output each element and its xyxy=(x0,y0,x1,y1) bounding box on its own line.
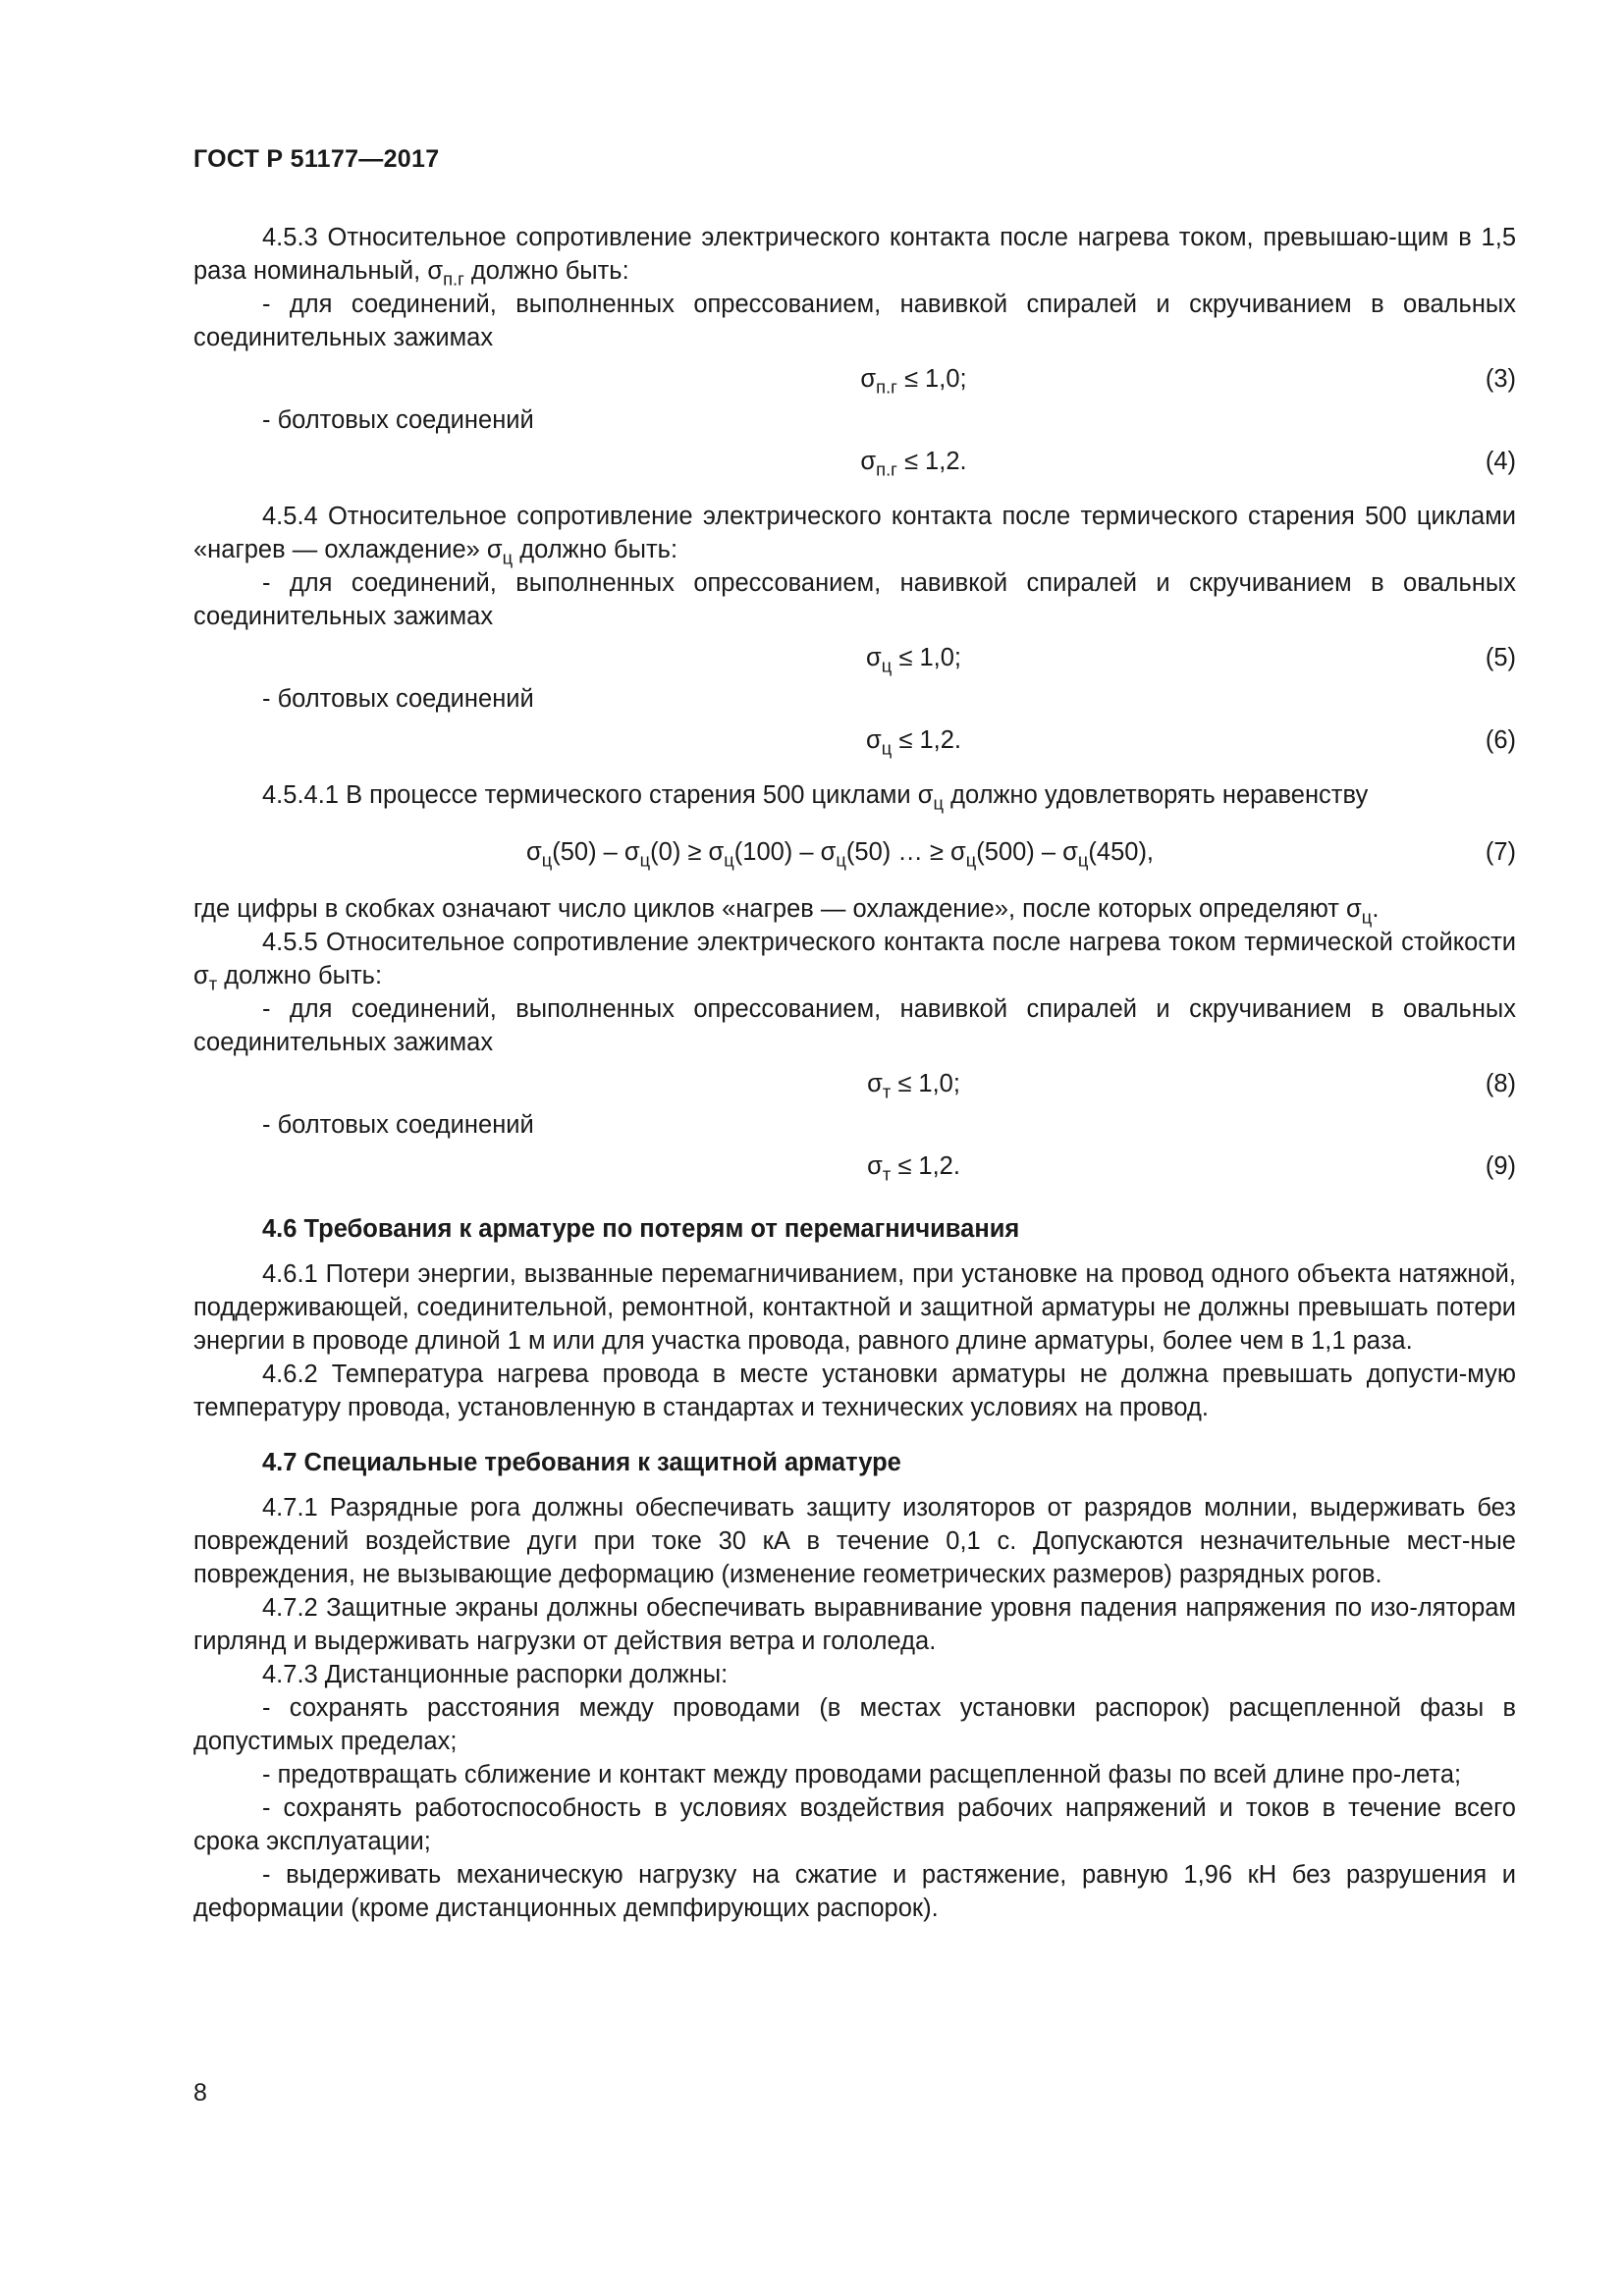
clause-4-5-5: 4.5.5 Относительное сопротивление электрического контакта после нагрева током термической стойкости $\sigma_т$ должно быть: xyxy=(193,929,1516,994)
clause-4-6-2: 4.6.2 Температура нагрева провода в месте установки арматуры не должна превышать допусти-мую температуру провода, установленную в стандартах и технических условиях на провод. xyxy=(193,1361,1516,1421)
clause-4-7-3-item-4: - выдерживать механическую нагрузку на сжатие и растяжение, равную 1,96 кН без разрушения и деформации (кроме дистанционных демпфирующих распорок). xyxy=(193,1861,1516,1922)
formula-5: $\sigma_ц \le 1,0$; (5) xyxy=(193,633,1516,682)
clause-4-7-3-item-2: - предотвращать сближение и контакт между проводами расщепленной фазы по всей длине про-лета; xyxy=(262,1761,1462,1789)
clause-4-7-3: 4.7.3 Дистанционные распорки должны: xyxy=(262,1661,729,1688)
section-heading-4-6: 4.6 Требования к арматуре по потерям от перемагничивания xyxy=(262,1215,1020,1243)
standard-header: ГОСТ Р 51177—2017 xyxy=(193,145,440,173)
formula-8-number: (8) xyxy=(1485,1070,1516,1097)
clause-4-5-5-item-1: - для соединений, выполненных опрессованием, навивкой спиралей и скручиванием в овальных соединительных зажимах xyxy=(193,995,1516,1056)
clause-4-5-4-1-where: где цифры в скобках означают число циклов «нагрев — охлаждение», после которых определяют $\sigma_ц$. xyxy=(193,895,1380,928)
clause-4-5-4: 4.5.4 Относительное сопротивление электрического контакта после термического старения 500 циклами «нагрев — охлаждение» $\sigma_ц$ должно быть: xyxy=(193,503,1516,568)
clause-4-5-4-item-2: - болтовых соединений xyxy=(262,685,534,713)
formula-5-number: (5) xyxy=(1485,644,1516,671)
clause-4-5-3-item-1: - для соединений, выполненных опрессованием, навивкой спиралей и скручиванием в овальных соединительных зажимах xyxy=(193,291,1516,351)
clause-4-6-1: 4.6.1 Потери энергии, вызванные перемагничиванием, при установке на провод одного объекта натяжной, поддерживающей, соединительной, ремонтной, контактной и защитной арматуры не должны превышать потери энергии в проводе длиной 1 м или для участка провода, равного длине арматуры, более чем в 1,1 раза. xyxy=(193,1260,1516,1355)
formula-6: $\sigma_ц \le 1,2$. (6) xyxy=(193,716,1516,765)
clause-4-5-3-item-2: - болтовых соединений xyxy=(262,406,534,434)
formula-3-number: (3) xyxy=(1485,365,1516,393)
formula-9-number: (9) xyxy=(1485,1152,1516,1180)
formula-3: $\sigma_{п.г} \le 1,0$; (3) xyxy=(193,354,1516,403)
formula-7-number: (7) xyxy=(1485,838,1516,866)
formula-6-number: (6) xyxy=(1485,726,1516,754)
clause-4-5-3: 4.5.3 Относительное сопротивление электрического контакта после нагрева током, превышаю-щим в 1,5 раза номинальный, $\sigma_{п.г}$ должно быть: xyxy=(193,224,1516,290)
clause-4-7-3-item-1: - сохранять расстояния между проводами (в местах установки распорок) расщепленной фазы в допустимых пределах; xyxy=(193,1694,1516,1755)
page-content xyxy=(193,221,1516,1925)
clause-4-5-5-item-2: - болтовых соединений xyxy=(262,1111,534,1139)
formula-8: $\sigma_т \le 1,0$; (8) xyxy=(193,1059,1516,1108)
formula-4-number: (4) xyxy=(1485,448,1516,475)
clause-4-5-4-item-1: - для соединений, выполненных опрессованием, навивкой спиралей и скручиванием в овальных соединительных зажимах xyxy=(193,569,1516,630)
clause-4-5-4-1: 4.5.4.1 В процессе термического старения 500 циклами $\sigma_ц$ должно удовлетворять неравенству xyxy=(262,781,1369,814)
clause-4-7-3-item-3: - сохранять работоспособность в условиях воздействия рабочих напряжений и токов в течение всего срока эксплуатации; xyxy=(193,1794,1516,1855)
clause-4-7-2: 4.7.2 Защитные экраны должны обеспечивать выравнивание уровня падения напряжения по изо-ляторам гирлянд и выдерживать нагрузки от действия ветра и гололеда. xyxy=(193,1594,1516,1655)
formula-9: $\sigma_т \le 1,2$. (9) xyxy=(193,1142,1516,1191)
clause-4-7-1: 4.7.1 Разрядные рога должны обеспечивать защиту изоляторов от разрядов молнии, выдерживать без повреждений воздействие дуги при токе 30 кА в течение 0,1 с. Допускаются незначительные мест-ные повреждения, не вызывающие деформацию (изменение геометрических размеров) разрядных рогов. xyxy=(193,1494,1516,1588)
section-heading-4-7: 4.7 Специальные требования к защитной арматуре xyxy=(262,1449,901,1476)
page-number: 8 xyxy=(193,2079,207,2107)
formula-4: $\sigma_{п.г} \le 1,2$. (4) xyxy=(193,437,1516,486)
formula-7: $\sigma_ц(50) - \sigma_ц(0) \ge \sigma_ц(100) - \sigma_ц(50)$ … ≥ $\sigma_ц(500) - \sigma_ц(450)$, (7) xyxy=(193,818,1516,886)
